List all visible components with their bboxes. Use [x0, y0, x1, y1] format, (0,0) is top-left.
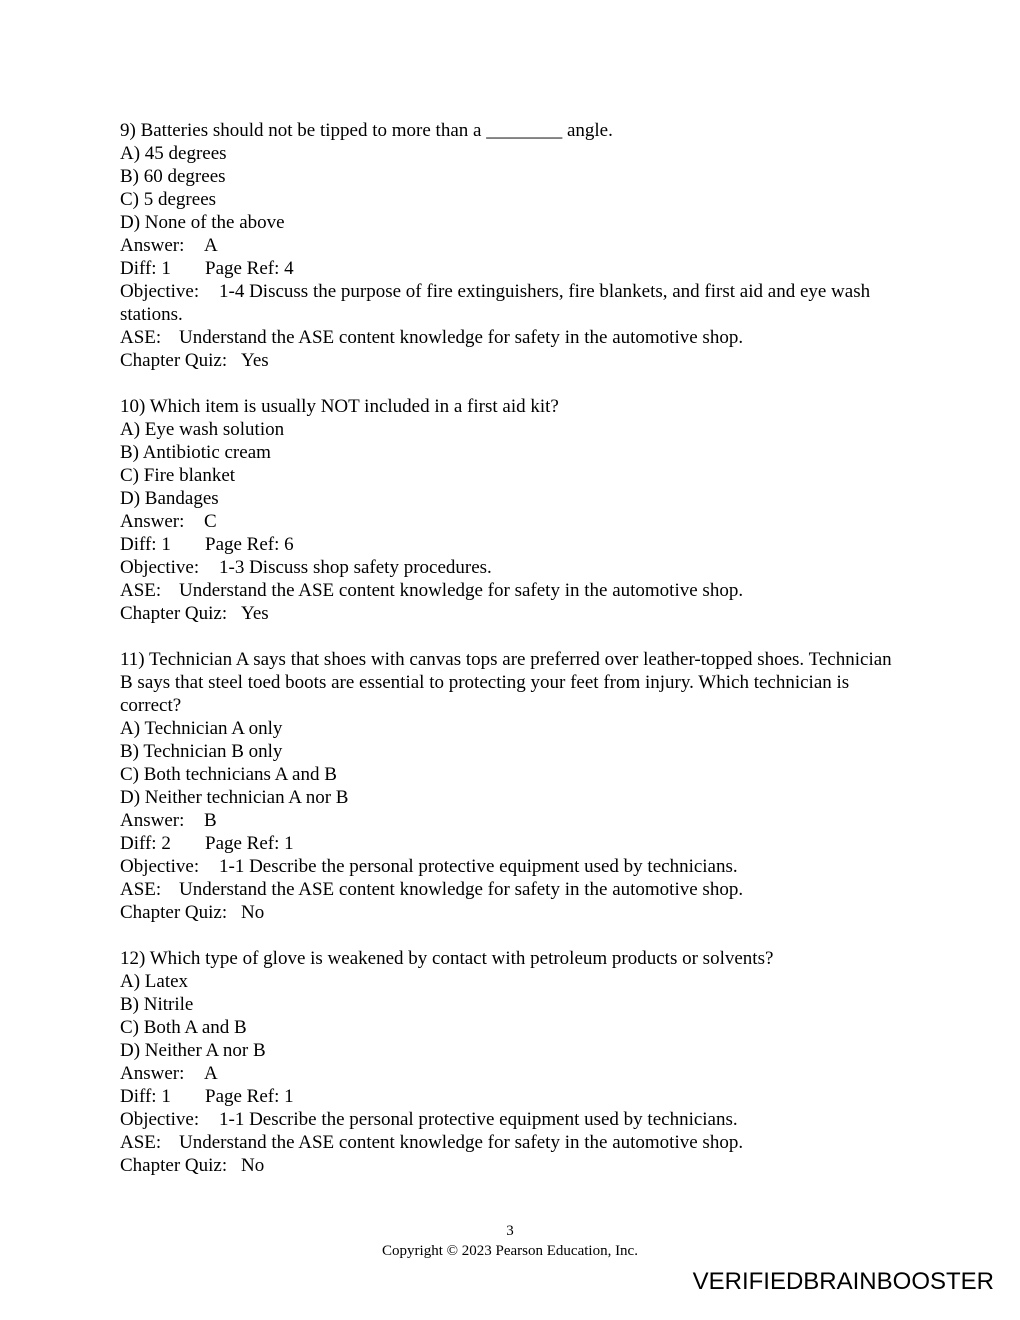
ase-text: Understand the ASE content knowledge for safety in the automotive shop. [179, 327, 744, 348]
chapter-quiz-label: Chapter Quiz: [120, 1155, 228, 1176]
objective-label: Objective: [120, 1109, 200, 1130]
objective-text: 1-4 Discuss the purpose of fire extinguishers, fire blankets, and first aid and eye wash stations. [120, 281, 875, 325]
option-a: A) 45 degrees [120, 143, 227, 164]
objective-label: Objective: [120, 856, 200, 877]
option-c: C) Both technicians A and B [120, 764, 337, 785]
ase-label: ASE: [120, 1132, 162, 1153]
option-d: D) Neither A nor B [120, 1040, 266, 1061]
answer-label: Answer: [120, 235, 185, 256]
ase-line [120, 1131, 900, 1154]
objective-text: 1-3 Discuss shop safety procedures. [219, 557, 492, 578]
chapter-quiz-label: Chapter Quiz: [120, 350, 228, 371]
chapter-quiz-line [120, 1154, 900, 1177]
ase-label: ASE: [120, 580, 162, 601]
answer-line [120, 510, 900, 533]
difficulty-line [120, 832, 900, 855]
ase-text: Understand the ASE content knowledge for safety in the automotive shop. [179, 1132, 744, 1153]
difficulty-label: Diff: 1 [120, 534, 171, 555]
option-b: B) Nitrile [120, 994, 194, 1015]
ase-line [120, 326, 900, 349]
answer-line [120, 809, 900, 832]
ase-label: ASE: [120, 327, 162, 348]
objective-text: 1-1 Describe the personal protective equipment used by technicians. [219, 1109, 738, 1130]
difficulty-line [120, 1085, 900, 1108]
ase-text: Understand the ASE content knowledge for safety in the automotive shop. [179, 879, 744, 900]
option-c: C) Fire blanket [120, 465, 236, 486]
answer-label: Answer: [120, 1063, 185, 1084]
ase-line [120, 878, 900, 901]
objective-line [120, 855, 900, 878]
option-a: A) Latex [120, 971, 189, 992]
question-block [120, 119, 900, 372]
objective-label: Objective: [120, 281, 200, 302]
answer-value: B [204, 810, 217, 831]
objective-line [120, 1108, 900, 1131]
option-a: A) Technician A only [120, 718, 283, 739]
answer-label: Answer: [120, 810, 185, 831]
chapter-quiz-value: Yes [241, 350, 269, 371]
page-ref: Page Ref: 6 [205, 534, 294, 555]
question-prompt: 10) Which item is usually NOT included in a first aid kit? [120, 396, 559, 417]
difficulty-label: Diff: 1 [120, 1086, 171, 1107]
objective-text: 1-1 Describe the personal protective equipment used by technicians. [219, 856, 738, 877]
page-ref: Page Ref: 1 [205, 833, 294, 854]
question-block [120, 947, 900, 1177]
option-c: C) 5 degrees [120, 189, 217, 210]
chapter-quiz-line [120, 901, 900, 924]
answer-value: A [204, 235, 218, 256]
difficulty-line [120, 533, 900, 556]
answer-line [120, 1062, 900, 1085]
difficulty-line [120, 257, 900, 280]
option-d: D) Bandages [120, 488, 219, 509]
ase-label: ASE: [120, 879, 162, 900]
option-d: D) None of the above [120, 212, 285, 233]
answer-label: Answer: [120, 511, 185, 532]
question-prompt: 11) Technician A says that shoes with canvas tops are preferred over leather-topped shoes. Technician B says that steel toed boots are essential to protecting your feet from injury. Which technician is correct? [120, 649, 897, 716]
difficulty-label: Diff: 2 [120, 833, 171, 854]
question-list [120, 119, 900, 1200]
chapter-quiz-value: No [241, 1155, 265, 1176]
objective-line [120, 280, 900, 326]
page-ref: Page Ref: 4 [205, 258, 294, 279]
watermark-text: VERIFIEDBRAINBOOSTER [692, 1268, 994, 1295]
answer-line [120, 234, 900, 257]
chapter-quiz-label: Chapter Quiz: [120, 902, 228, 923]
answer-value: A [204, 1063, 218, 1084]
page-number: 3 [506, 1223, 514, 1239]
option-d: D) Neither technician A nor B [120, 787, 349, 808]
chapter-quiz-line [120, 602, 900, 625]
option-a: A) Eye wash solution [120, 419, 285, 440]
option-c: C) Both A and B [120, 1017, 247, 1038]
chapter-quiz-value: Yes [241, 603, 269, 624]
question-block [120, 395, 900, 625]
objective-label: Objective: [120, 557, 200, 578]
ase-text: Understand the ASE content knowledge for safety in the automotive shop. [179, 580, 744, 601]
option-b: B) Antibiotic cream [120, 442, 271, 463]
question-prompt: 9) Batteries should not be tipped to more than a ________ angle. [120, 120, 613, 141]
objective-line [120, 556, 900, 579]
copyright-notice: Copyright © 2023 Pearson Education, Inc. [382, 1243, 638, 1259]
answer-value: C [204, 511, 217, 532]
ase-line [120, 579, 900, 602]
difficulty-label: Diff: 1 [120, 258, 171, 279]
option-b: B) 60 degrees [120, 166, 226, 187]
chapter-quiz-line [120, 349, 900, 372]
option-b: B) Technician B only [120, 741, 283, 762]
chapter-quiz-value: No [241, 902, 265, 923]
question-block [120, 648, 900, 924]
page-footer [0, 1221, 1020, 1261]
page-ref: Page Ref: 1 [205, 1086, 294, 1107]
question-prompt: 12) Which type of glove is weakened by contact with petroleum products or solvents? [120, 948, 774, 969]
chapter-quiz-label: Chapter Quiz: [120, 603, 228, 624]
